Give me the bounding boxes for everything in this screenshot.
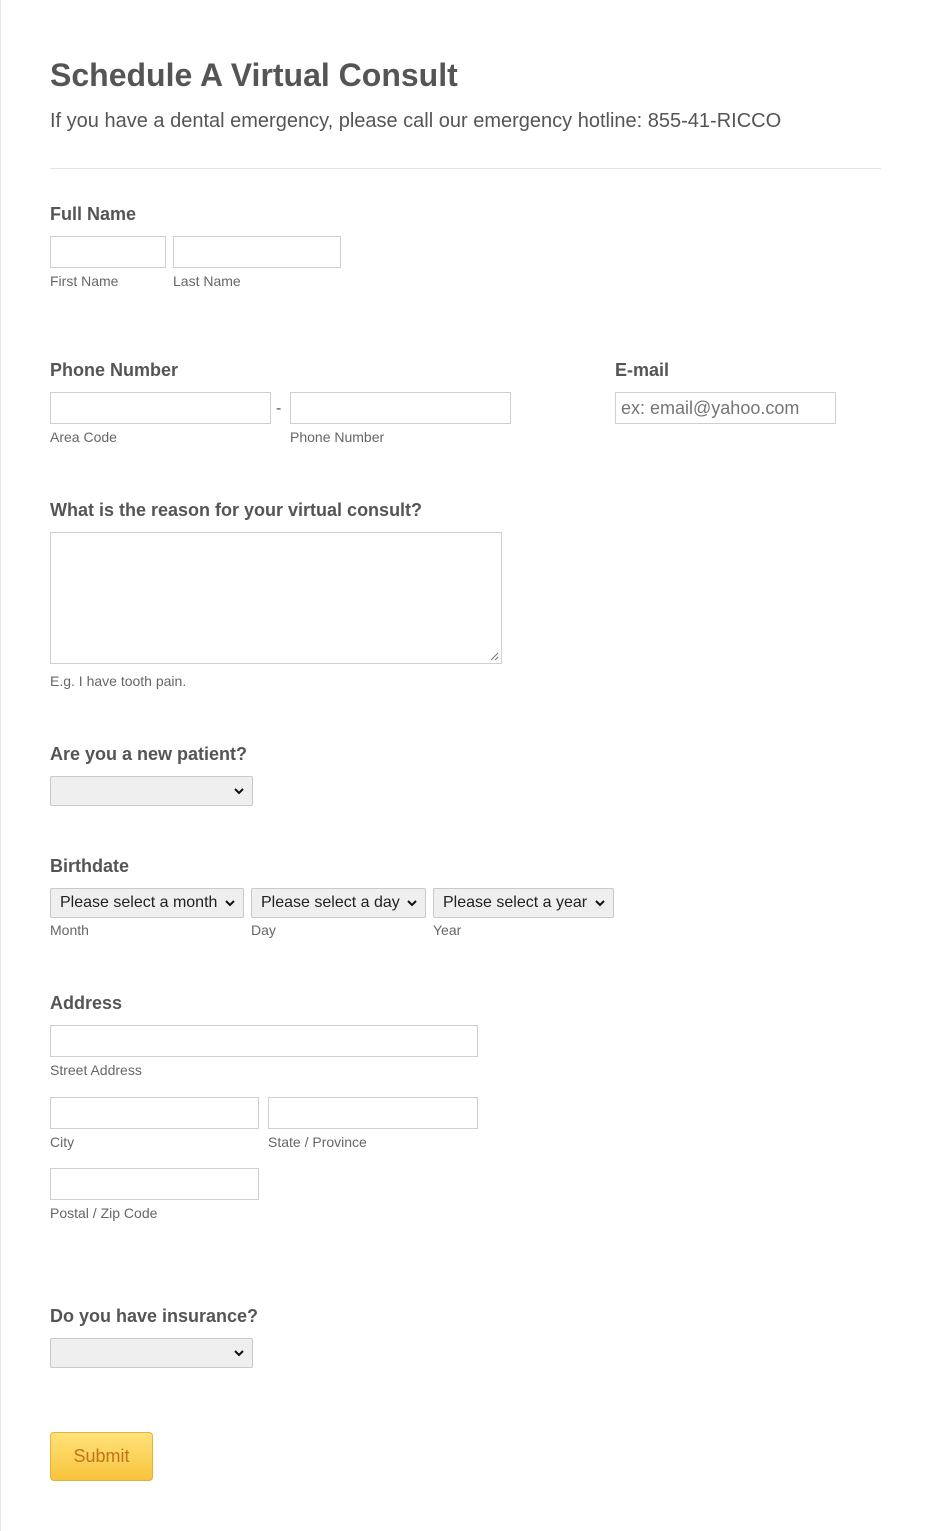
last-name-input[interactable] <box>173 236 341 268</box>
birth-month-select[interactable] <box>50 888 244 918</box>
city-input[interactable] <box>50 1097 259 1129</box>
year-sublabel: Year <box>433 922 462 938</box>
address-label: Address <box>50 993 123 1013</box>
chevron-down-icon <box>595 898 605 908</box>
state-input[interactable] <box>268 1097 478 1129</box>
submit-button[interactable]: Submit <box>50 1432 153 1481</box>
birth-day-selected: Please select a day <box>261 894 400 911</box>
street-address-input[interactable] <box>50 1025 478 1057</box>
birth-day-select[interactable] <box>251 888 426 918</box>
area-code-input[interactable] <box>50 392 271 424</box>
state-sublabel: State / Province <box>268 1134 367 1150</box>
header-divider <box>50 168 881 169</box>
birth-year-selected: Please select a year <box>443 894 588 911</box>
email-label: E-mail <box>615 360 670 380</box>
insurance-label: Do you have insurance? <box>50 1306 259 1326</box>
page-border <box>0 0 1 1531</box>
email-field[interactable] <box>615 392 836 424</box>
chevron-down-icon <box>234 1348 244 1358</box>
reason-hint: E.g. I have tooth pain. <box>50 673 187 689</box>
month-sublabel: Month <box>50 922 89 938</box>
form-title: Schedule A Virtual Consult <box>50 57 458 93</box>
phone-number-sublabel: Phone Number <box>290 429 385 445</box>
new-patient-label: Are you a new patient? <box>50 744 248 764</box>
insurance-select[interactable] <box>50 1338 253 1368</box>
first-name-sublabel: First Name <box>50 273 119 289</box>
chevron-down-icon <box>225 898 235 908</box>
birth-month-selected: Please select a month <box>60 894 218 911</box>
first-name-input[interactable] <box>50 236 166 268</box>
chevron-down-icon <box>234 786 244 796</box>
full-name-label: Full Name <box>50 204 137 224</box>
new-patient-select[interactable] <box>50 776 253 806</box>
zip-code-sublabel: Postal / Zip Code <box>50 1205 158 1221</box>
area-code-sublabel: Area Code <box>50 429 117 445</box>
birth-year-select[interactable] <box>433 888 614 918</box>
phone-number-input[interactable] <box>290 392 511 424</box>
day-sublabel: Day <box>251 922 276 938</box>
zip-code-input[interactable] <box>50 1168 259 1200</box>
form-subtitle: If you have a dental emergency, please call our emergency hotline: 855-41-RICCO <box>50 110 782 132</box>
resize-handle-icon[interactable] <box>489 651 499 661</box>
birthdate-label: Birthdate <box>50 856 130 876</box>
phone-separator: - <box>276 400 282 417</box>
phone-label: Phone Number <box>50 360 179 380</box>
last-name-sublabel: Last Name <box>173 273 241 289</box>
street-address-sublabel: Street Address <box>50 1062 142 1078</box>
chevron-down-icon <box>407 898 417 908</box>
reason-label: What is the reason for your virtual consult? <box>50 500 423 520</box>
reason-textarea[interactable] <box>50 532 502 664</box>
city-sublabel: City <box>50 1134 75 1150</box>
